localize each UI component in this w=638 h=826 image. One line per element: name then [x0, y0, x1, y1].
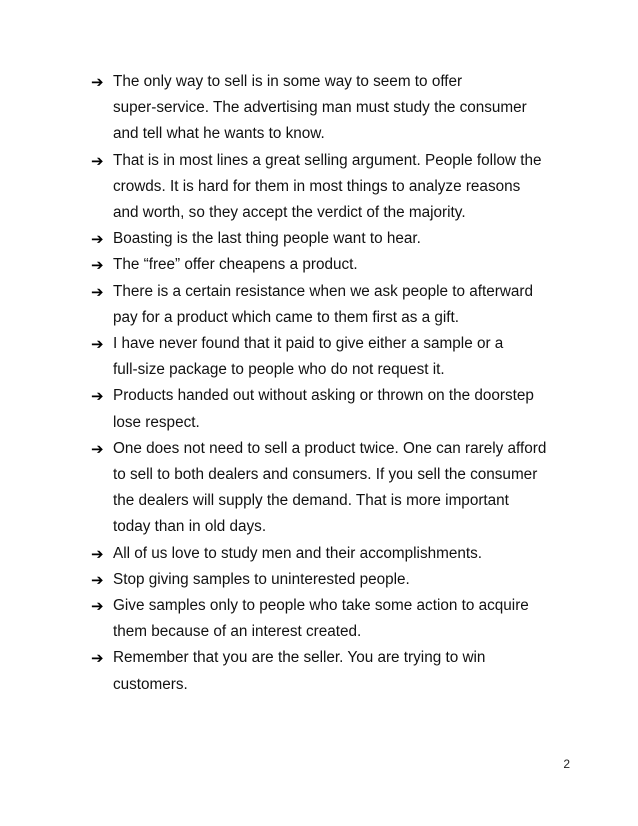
arrow-bullet-icon: ➔	[91, 230, 104, 249]
bullet-item	[91, 593, 571, 645]
bullet-text-line: to sell to both dealers and consumers. If you sell the consumer	[113, 466, 538, 484]
page-number: 2	[563, 757, 570, 771]
bullet-text-line: The “free” offer cheapens a product.	[113, 256, 358, 274]
arrow-bullet-icon: ➔	[91, 570, 104, 589]
bullet-item	[91, 279, 571, 331]
bullet-text-line: crowds. It is hard for them in most things to analyze reasons	[113, 177, 521, 195]
arrow-bullet-icon: ➔	[91, 73, 104, 91]
bullet-list	[91, 69, 571, 698]
bullet-text-line: super-service. The advertising man must study the consumer	[113, 99, 527, 117]
bullet-text-line: One does not need to sell a product twice. One can rarely afford	[113, 439, 547, 457]
bullet-text-line: the dealers will supply the demand. That is more important	[113, 492, 509, 510]
bullet-text-line: and tell what he wants to know.	[113, 125, 325, 143]
bullet-item	[91, 69, 571, 148]
bullet-text-line: pay for a product which came to them first as a gift.	[113, 308, 460, 326]
bullet-text-line: Products handed out without asking or thrown on the doorstep	[113, 387, 534, 405]
bullet-item	[91, 567, 571, 593]
bullet-text-line: Stop giving samples to uninterested people.	[113, 570, 410, 588]
bullet-text-line: today than in old days.	[113, 518, 267, 536]
bullet-item	[91, 148, 571, 227]
bullet-item	[91, 541, 571, 567]
bullet-text-line: and worth, so they accept the verdict of the majority.	[113, 204, 466, 222]
bullet-item	[91, 226, 571, 252]
bullet-text-line: lose respect.	[113, 413, 200, 431]
bullet-text-line: The only way to sell is in some way to seem to offer	[113, 73, 463, 90]
arrow-bullet-icon: ➔	[91, 151, 104, 170]
bullet-text-line: Remember that you are the seller. You are trying to win	[113, 649, 486, 667]
arrow-bullet-icon: ➔	[91, 597, 104, 616]
arrow-bullet-icon: ➔	[91, 439, 104, 458]
bullet-item	[91, 383, 571, 435]
arrow-bullet-icon: ➔	[91, 387, 104, 406]
bullet-text-line: customers.	[113, 675, 188, 693]
bullet-text-line: There is a certain resistance when we ask people to afterward	[113, 282, 534, 300]
bullet-item	[91, 331, 571, 383]
arrow-bullet-icon: ➔	[91, 282, 104, 301]
arrow-bullet-icon: ➔	[91, 335, 104, 354]
bullet-item	[91, 436, 571, 541]
bullet-text-line: Give samples only to people who take some action to acquire	[113, 597, 529, 615]
arrow-bullet-icon: ➔	[91, 649, 104, 668]
bullet-item	[91, 645, 571, 697]
bullet-text-line: I have never found that it paid to give either a sample or a	[113, 335, 504, 353]
bullet-text-line: All of us love to study men and their accomplishments.	[113, 544, 483, 562]
bullet-text-line: them because of an interest created.	[113, 623, 362, 641]
arrow-bullet-icon: ➔	[91, 544, 104, 563]
bullet-text-line: full-size package to people who do not request it.	[113, 361, 445, 379]
arrow-bullet-icon: ➔	[91, 256, 104, 275]
bullet-text-line: That is in most lines a great selling argument. People follow the	[113, 151, 542, 169]
bullet-item	[91, 252, 571, 278]
bullet-text-line: Boasting is the last thing people want to hear.	[113, 230, 421, 248]
